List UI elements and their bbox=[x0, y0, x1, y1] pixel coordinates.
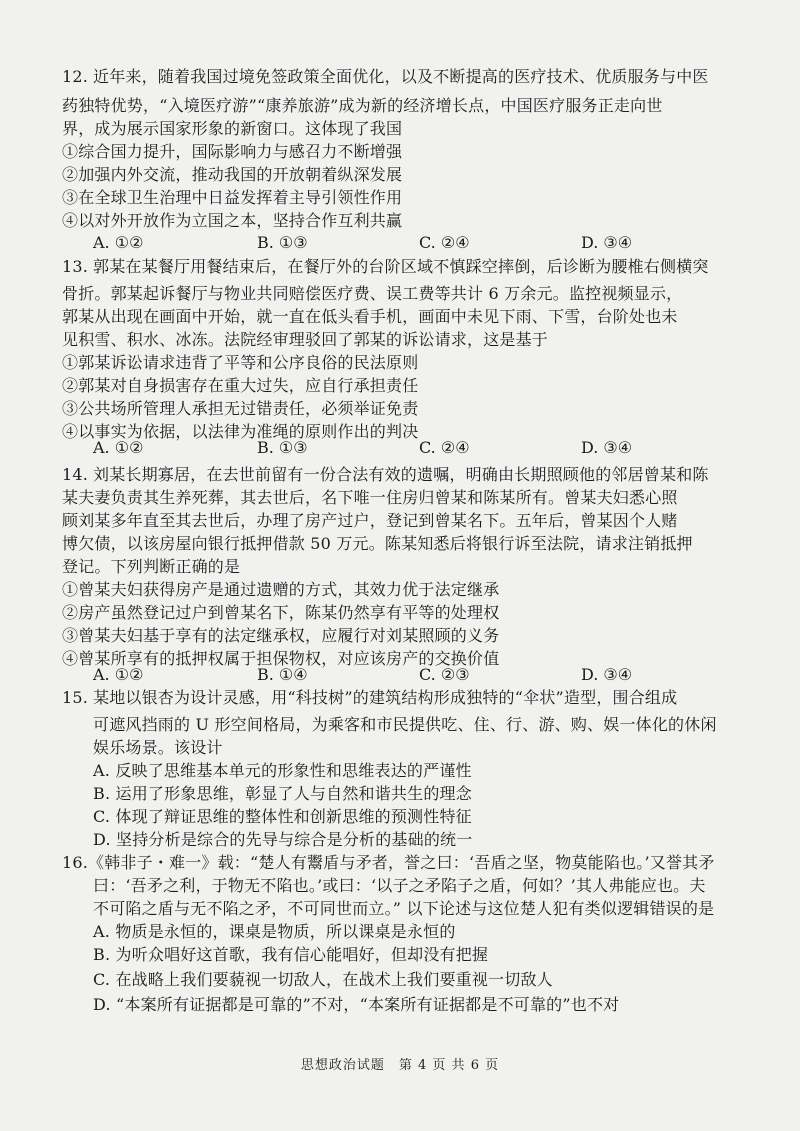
option-b: B. ①③ bbox=[257, 438, 308, 457]
question-stem-line: 近年来，随着我国过境免签政策全面优化，以及不断提高的医疗技术、优质服务与中医 bbox=[93, 67, 709, 86]
question-stem-line: 博欠债，以该房屋向银行抵押借款 50 万元。陈某知悉后将银行诉至法院，请求注销抵押 bbox=[62, 534, 693, 553]
statement-item: ②加强内外交流，推动我国的开放朝着纵深发展 bbox=[62, 165, 403, 184]
question-number: 14. bbox=[62, 465, 89, 484]
question-stem-line: 不可陷之盾与无不陷之矛，不可同世而立。” 以下论述与这位楚人犯有类似逻辑错误的是 bbox=[93, 899, 715, 918]
question-stem-line: 《韩非子・难一》载：“楚人有鬻盾与矛者，誉之曰：‘吾盾之坚，物莫能陷也。’又誉其矛 bbox=[88, 853, 715, 872]
statement-item: ③在全球卫生治理中日益发挥着主导引领性作用 bbox=[62, 188, 403, 207]
question-stem-line: 某夫妻负责其生养死葬，其去世后，名下唯一住房归曾某和陈某所有。曾某夫妇悉心照 bbox=[62, 488, 678, 507]
statement-item: ④以对外开放作为立国之本，坚持合作互利共赢 bbox=[62, 211, 403, 230]
option-a: A. ①② bbox=[93, 438, 144, 457]
question-stem-line: 界，成为展示国家形象的新窗口。这体现了我国 bbox=[62, 119, 403, 138]
option-d: D. ③④ bbox=[581, 438, 633, 457]
option-d: D. ③④ bbox=[581, 665, 633, 684]
choice-option: A. 物质是永恒的，课桌是物质，所以课桌是永恒的 bbox=[93, 922, 456, 941]
question-number: 15. bbox=[62, 688, 89, 707]
question-stem-line: 某地以银杏为设计灵感，用“科技树”的建筑结构形成独特的“伞状”造型，围合组成 bbox=[93, 688, 678, 707]
statement-item: ④曾某所享有的抵押权属于担保物权，对应该房产的交换价值 bbox=[62, 649, 500, 668]
choice-option: B. 为听众唱好这首歌，我有信心能唱好，但却没有把握 bbox=[93, 945, 489, 964]
question-stem-line: 郭某在某餐厅用餐结束后，在餐厅外的台阶区域不慎踩空摔倒，后诊断为腰椎右侧横突 bbox=[93, 257, 709, 276]
question-stem-line: 刘某长期寡居，在去世前留有一份合法有效的遗嘱，明确由长期照顾他的邻居曾某和陈 bbox=[93, 465, 709, 484]
question-number: 13. bbox=[62, 257, 89, 276]
option-c: C. ②③ bbox=[419, 665, 470, 684]
question-stem-line: 骨折。郭某起诉餐厅与物业共同赔偿医疗费、误工费等共计 6 万余元。监控视频显示， bbox=[62, 284, 683, 303]
option-c: C. ②④ bbox=[419, 233, 470, 252]
question-number: 16. bbox=[62, 853, 89, 872]
question-stem-line: 郭某从出现在画面中开始，就一直在低头看手机，画面中未见下雨、下雪，台阶处也未 bbox=[62, 307, 678, 326]
answer-options bbox=[93, 664, 713, 686]
question-stem-line: 娱乐场景。该设计 bbox=[93, 738, 223, 757]
question-stem-line: 药独特优势，“入境医疗游”“康养旅游”成为新的经济增长点，中国医疗服务正走向世 bbox=[62, 96, 663, 115]
question-stem-line: 曰：‘吾矛之利，于物无不陷也。’或曰：‘以子之矛陷子之盾，何如？’其人弗能应也。夫 bbox=[93, 876, 706, 895]
choice-option: B. 运用了形象思维，彰显了人与自然和谐共生的理念 bbox=[93, 784, 472, 803]
choice-option: C. 体现了辩证思维的整体性和创新思维的预测性特征 bbox=[93, 807, 472, 826]
statement-item: ②郭某对自身损害存在重大过失，应自行承担责任 bbox=[62, 376, 419, 395]
option-b: B. ①③ bbox=[257, 233, 308, 252]
option-b: B. ①④ bbox=[257, 665, 308, 684]
question-stem-line: 可遮风挡雨的 U 形空间格局，为乘客和市民提供吃、住、行、游、购、娱一体化的休闲 bbox=[93, 715, 717, 734]
statement-item: ③公共场所管理人承担无过错责任，必须举证免责 bbox=[62, 399, 419, 418]
choice-option: A. 反映了思维基本单元的形象性和思维表达的严谨性 bbox=[93, 761, 472, 780]
choice-option: D. “本案所有证据都是可靠的”不对，“本案所有证据都是不可靠的”也不对 bbox=[93, 995, 620, 1014]
question-stem-line: 登记。下列判断正确的是 bbox=[62, 557, 241, 576]
statement-item: ②房产虽然登记过户到曾某名下，陈某仍然享有平等的处理权 bbox=[62, 603, 500, 622]
option-c: C. ②④ bbox=[419, 438, 470, 457]
answer-options bbox=[93, 437, 713, 459]
choice-option: C. 在战略上我们要藐视一切敌人，在战术上我们要重视一切敌人 bbox=[93, 970, 553, 989]
question-number: 12. bbox=[62, 67, 89, 86]
statement-item: ③曾某夫妇基于享有的法定继承权，应履行对刘某照顾的义务 bbox=[62, 626, 500, 645]
option-d: D. ③④ bbox=[581, 233, 633, 252]
option-a: A. ①② bbox=[93, 665, 144, 684]
statement-item: ①曾某夫妇获得房产是通过遗赠的方式，其效力优于法定继承 bbox=[62, 580, 500, 599]
statement-item: ①综合国力提升，国际影响力与感召力不断增强 bbox=[62, 142, 403, 161]
statement-item: ①郭某诉讼请求违背了平等和公序良俗的民法原则 bbox=[62, 353, 419, 372]
question-stem-line: 见积雪、积水、冰冻。法院经审理驳回了郭某的诉讼请求，这是基于 bbox=[62, 330, 549, 349]
statement-item: ④以事实为依据，以法律为准绳的原则作出的判决 bbox=[62, 422, 419, 441]
choice-option: D. 坚持分析是综合的先导与综合是分析的基础的统一 bbox=[93, 830, 473, 849]
answer-options bbox=[93, 232, 713, 254]
page-footer: 思想政治试题 第 4 页 共 6 页 bbox=[300, 1058, 500, 1073]
option-a: A. ①② bbox=[93, 233, 144, 252]
question-stem-line: 顾刘某多年直至其去世后，办理了房产过户，登记到曾某名下。五年后，曾某因个人赌 bbox=[62, 511, 678, 530]
